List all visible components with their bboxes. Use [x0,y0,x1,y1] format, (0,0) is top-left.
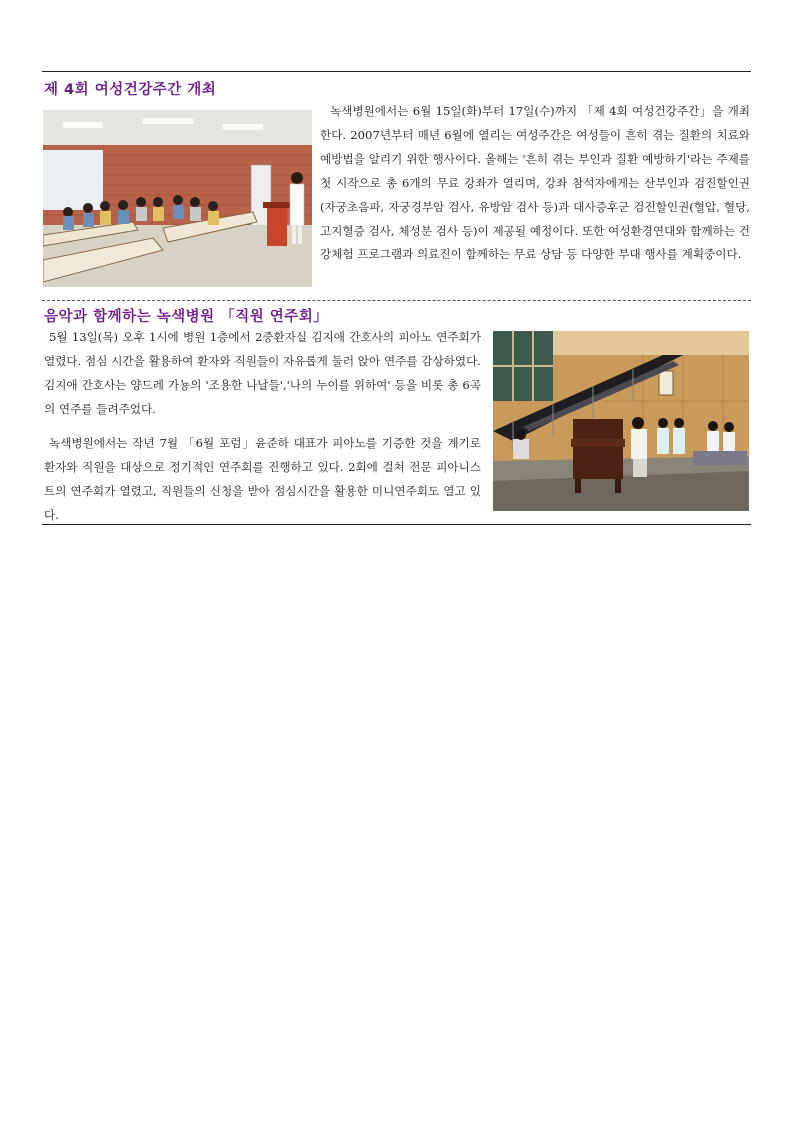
article2-body-paragraph-2: 녹색병원에서는 작년 7월 「6월 포럼」윤준하 대표가 피아노를 기증한 것을 계기로 환자와 직원을 대상으로 정기적인 연주회를 진행하고 있다. 2회에 걸쳐 전문 피아니스트의 연주회가 열렸고, 직원들의 신청을 받아 점심시간을 활용한 미니연주회도 열고 있다. [44,436,481,522]
article2-title: 음악과 함께하는 녹색병원 「직원 연주회」 [44,309,329,325]
article2-body-paragraph-1: 5월 13일(목) 오후 1시에 병원 1층에서 2중환자실 김지애 간호사의 피아노 연주회가 열렸다. 점심 시간을 활용하여 환자와 직원들이 자유롭게 둘러 앉아 연주를 감상하였다. 김지애 간호사는 양드레 가뇽의 '조용한 나날들','나의 누이를 위하여' 등을 비롯 총 6곡의 연주를 들려주었다. [44,330,481,416]
bottom-divider [42,524,751,525]
section-divider [42,300,751,301]
piano-concert-photo [493,331,749,511]
top-divider [42,71,751,72]
lecture-photo [43,110,312,287]
article1-title: 제 4회 여성건강주간 개최 [44,82,217,98]
article1-body: 녹색병원에서는 6월 15일(화)부터 17일(수)까지 「제 4회 여성건강주간」을 개최한다. 2007년부터 매년 6월에 열리는 여성주간은 여성들이 흔히 겪는 질환의 치료와 예방법을 알리기 위한 행사이다. 올해는 '흔히 겪는 부인과 질환 예방하기'라는 주제를 첫 시작으로 총 6개의 무료 강좌가 열리며, 강좌 참석자에게는 산부인과 검진할인권(자궁초음파, 자궁경부암 검사, 유방암 검사 등)과 대사증후군 검진할인권(혈압, 혈당, 고지혈증 검사, 체성분 검사 등)이 제공될 예정이다. 또한 여성환경연대와 함께하는 건강체험 프로그램과 의료진이 함께하는 무료 상담 등 다양한 부대 행사를 계획중이다. [320,104,750,262]
